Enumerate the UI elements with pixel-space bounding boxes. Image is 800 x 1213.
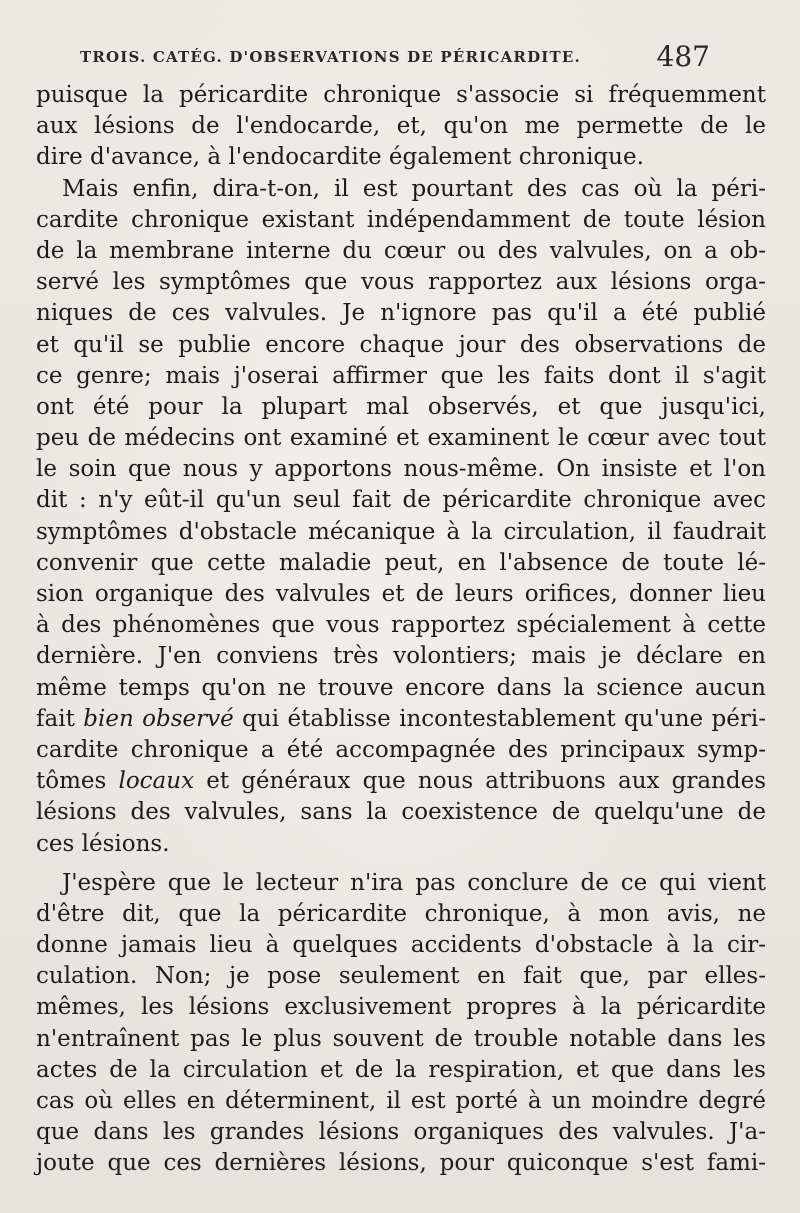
text-fragment: qui établisse incontestablement qu'une péri- [233, 705, 766, 732]
text-line: d'être dit, que la péricardite chronique, à mon avis, ne [36, 900, 766, 927]
text-line: sion organique des valvules et de leurs orifices, donner lieu [36, 581, 766, 607]
text-line: ces lésions. [36, 830, 170, 857]
page-header [62, 38, 712, 78]
text-line: que dans les grandes lésions organiques des valvules. J'a- [36, 1119, 766, 1146]
text-line: à des phénomènes que vous rapportez spécialement à cette [36, 612, 766, 639]
running-head: TROIS. CATÉG. D'OBSERVATIONS DE PÉRICARDITE. [80, 48, 581, 66]
text-line: joute que ces dernières lésions, pour quiconque s'est fami- [36, 1150, 766, 1177]
text-line: le soin que nous y apportons nous-même. On insiste et l'on [36, 456, 766, 483]
text-line: peu de médecins ont examiné et examinent le cœur avec tout [36, 425, 766, 452]
text-line-with-emphasis [36, 704, 766, 735]
text-line: dit : n'y eût-il qu'un seul fait de péricardite chronique avec [36, 487, 766, 514]
text-line: n'entraînent pas le plus souvent de trouble notable dans les [36, 1025, 766, 1052]
text-line: cardite chronique existant indépendamment de toute lésion [36, 206, 766, 233]
text-line: dernière. J'en conviens très volontiers; mais je déclare en [36, 643, 766, 670]
text-line: dire d'avance, à l'endocardite également chronique. [36, 144, 644, 171]
text-line: ont été pour la plupart mal observés, et que jusqu'ici, [36, 393, 766, 420]
text-line: puisque la péricardite chronique s'associe si fréquemment [36, 82, 766, 108]
text-line: donne jamais lieu à quelques accidents d'obstacle à la cir- [36, 932, 766, 959]
text-line: aux lésions de l'endocarde, et, qu'on me permette de le [36, 113, 766, 140]
text-line: symptômes d'obstacle mécanique à la circulation, il faudrait [36, 518, 766, 545]
text-line: servé les symptômes que vous rapportez aux lésions orga- [36, 269, 766, 296]
italic-emphasis: locaux [118, 768, 195, 795]
text-line: niques de ces valvules. Je n'ignore pas qu'il a été publié [36, 300, 766, 327]
italic-emphasis: bien observé [83, 705, 234, 732]
text-line: Mais enfin, dira-t-on, il est pourtant des cas où la péri- [62, 175, 766, 202]
text-fragment: tômes [36, 768, 119, 795]
page-number: 487 [656, 40, 710, 73]
text-line: et qu'il se publie encore chaque jour des observations de [36, 331, 766, 358]
text-fragment: fait [36, 705, 84, 732]
text-line: mêmes, les lésions exclusivement propres à la péricardite [36, 994, 766, 1021]
text-line: culation. Non; je pose seulement en fait que, par elles- [36, 963, 766, 990]
text-line: cardite chronique a été accompagnée des principaux symp- [36, 736, 766, 763]
text-line: convenir que cette maladie peut, en l'absence de toute lé- [36, 549, 766, 576]
text-line: même temps qu'on ne trouve encore dans la science aucun [36, 674, 766, 701]
text-fragment: et généraux que nous attribuons aux grandes [194, 768, 767, 795]
text-line-with-emphasis [36, 766, 766, 797]
text-line: de la membrane interne du cœur ou des valvules, on a ob- [36, 237, 766, 264]
body-text [36, 80, 766, 1180]
text-line: actes de la circulation et de la respiration, et que dans les [36, 1056, 766, 1083]
text-line: ce genre; mais j'oserai affirmer que les faits dont il s'agit [36, 362, 766, 389]
text-line: cas où elles en déterminent, il est porté à un moindre degré [36, 1088, 766, 1114]
text-line: lésions des valvules, sans la coexistence de quelqu'une de [36, 799, 766, 826]
text-line: J'espère que le lecteur n'ira pas conclure de ce qui vient [62, 869, 766, 896]
